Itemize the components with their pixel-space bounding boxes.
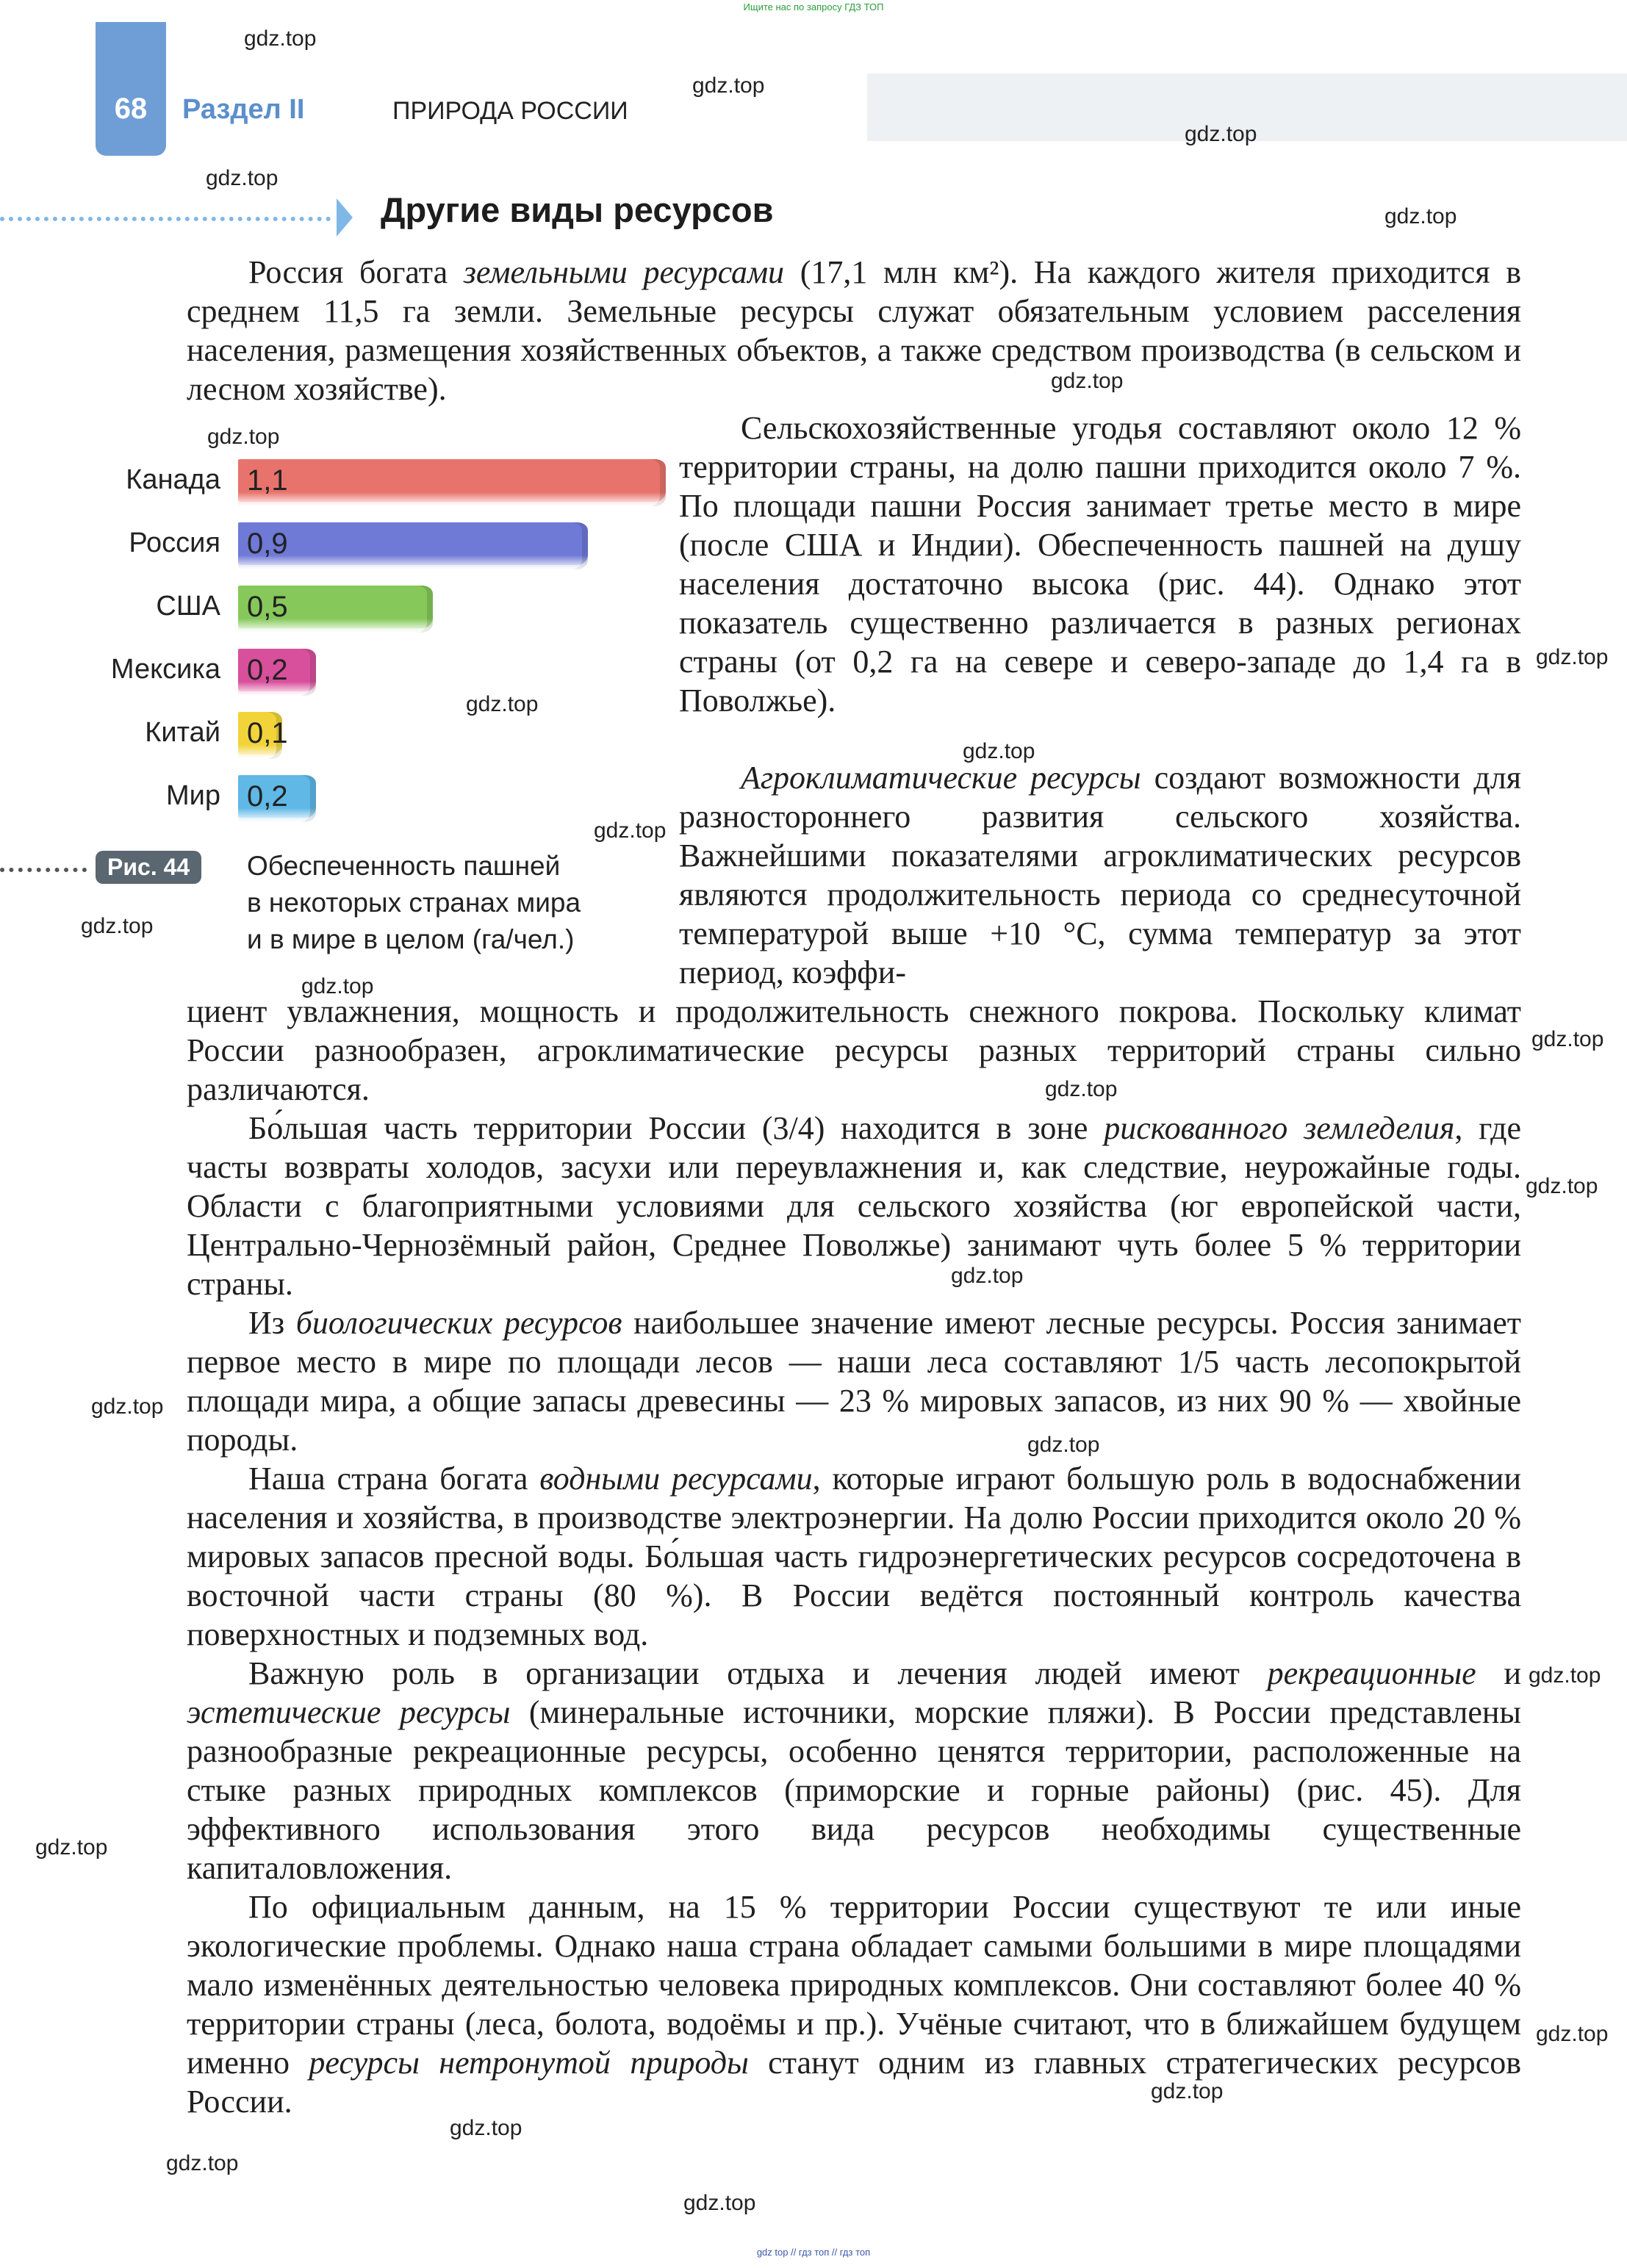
watermark: gdz.top — [683, 2191, 756, 2215]
bar-category-label: Мир — [165, 780, 220, 811]
watermark: gdz.top — [91, 1394, 164, 1419]
page-number-tab — [96, 22, 166, 156]
watermark: gdz.top — [166, 2151, 239, 2175]
bar-value-label: 0,5 — [247, 591, 288, 623]
bar-value-label: 1,1 — [247, 464, 288, 497]
arable-land-chart — [0, 441, 661, 867]
watermark: gdz.top — [1526, 1174, 1598, 1198]
watermark: gdz.top — [1536, 2022, 1609, 2046]
paragraph-agroclimatic-cont: циент увлажнения, мощность и продолжительность снежного покрова. Поскольку климат России разнообразен, агроклиматические ресурсы разных территорий страны сильно различаются. — [187, 993, 1521, 1107]
figure-label: Рис. 44 — [96, 851, 201, 884]
bar-value-label: 0,9 — [247, 528, 288, 560]
watermark: gdz.top — [1151, 2079, 1224, 2103]
figure-dotted-rule — [0, 868, 87, 872]
watermark: gdz.top — [207, 425, 280, 449]
watermark: gdz.top — [594, 818, 667, 843]
bar-row — [44, 710, 661, 763]
bar-row — [44, 457, 661, 510]
figure-caption: Обеспеченность пашней в некоторых странах мира и в мире в целом (га/чел.) — [247, 851, 581, 954]
paragraph-water-resources: Наша страна богата водными ресурсами, которые играют большую роль в водоснабжении населения и хозяйства, в производстве электроэнергии. На долю России приходится около 20 % мировых запасов пресной воды. Бо́льшая часть гидроэнергетических ресурсов сосредоточена в восточной части страны (80 %). В России ведётся постоянный контроль качества поверхностных и подземных вод. — [187, 1461, 1522, 1652]
bar-category-label: США — [156, 591, 220, 622]
watermark: gdz.top — [1027, 1433, 1100, 1457]
watermark: gdz.top — [692, 73, 765, 98]
watermark: gdz.top — [35, 1835, 108, 1860]
section-heading: Другие виды ресурсов — [381, 190, 774, 229]
paragraph-agricultural-land: Сельскохозяйственные угодья составляют около 12 % территории страны, на долю пашни приходится около 7 %. По площади пашни Россия занимает третье место в мире (после США и Индии). Обеспеченность пашней на душу населения достаточно высока (рис. 44). Однако этот показатель существенно различается в разных регионах страны (от 0,2 га на севере и северо-западе до 1,4 га в Поволжье). — [679, 410, 1521, 719]
watermark: gdz.top — [466, 692, 539, 716]
watermark: gdz.top — [951, 1264, 1024, 1288]
bar-value-label: 0,1 — [247, 717, 288, 749]
paragraph-agroclimatic: Агроклиматические ресурсы создают возможности для разностороннего развития сельского хозяйства. Важнейшими показателями агроклиматических ресурсов являются продолжительность периода со среднесуточной температурой выше +10 °С, сумма температур за этот период, коэффи- — [679, 760, 1521, 990]
footer: gdz top // гдз топ // гдз топ — [756, 2247, 871, 2258]
bar-row — [44, 773, 661, 826]
chapter-title: ПРИРОДА РОССИИ — [392, 97, 628, 125]
page-number: 68 — [114, 93, 148, 125]
bar-category-label: Мексика — [110, 654, 220, 685]
bar-category-label: Россия — [129, 528, 220, 558]
watermark: gdz.top — [450, 2116, 522, 2140]
bar-value-label: 0,2 — [247, 654, 288, 686]
watermark: gdz.top — [1536, 645, 1609, 669]
bar-row — [44, 583, 661, 636]
heading-dotted-rule — [0, 217, 331, 221]
watermark: gdz.top — [244, 26, 317, 51]
paragraph-untouched-nature: По официальным данным, на 15 % территории России существуют те или иные экологические проблемы. Однако наша страна обладает самыми большими в мире площадями мало изменённых деятельностью человека природных комплексов. Они составляют более 40 % территории страны (леса, болота, водоёмы и пр.). Учёные считают, что в ближайшем будущем именно ресурсы нетронутой природы станут одним из главных стратегических ресурсов России. — [187, 1889, 1521, 2120]
bar-row — [44, 647, 661, 699]
bar-category-label: Китай — [145, 717, 220, 748]
watermark: gdz.top — [81, 914, 154, 938]
watermark: gdz.top — [1384, 204, 1457, 228]
bar — [238, 520, 588, 569]
watermark: gdz.top — [206, 166, 279, 190]
heading-arrow-icon — [337, 198, 353, 237]
bar — [238, 457, 666, 506]
watermark: gdz.top — [1045, 1077, 1118, 1101]
watermark: gdz.top — [1529, 1663, 1601, 1688]
paragraph-land-resources: Россия богата земельными ресурсами (17,1 млн км²). На каждого жителя приходится в среднем 11,5 га земли. Земельные ресурсы служат обязательным условием расселения населения, размещения хозяйственных объектов, а также средством производства (в сельском и лесном хозяйстве). — [187, 254, 1521, 407]
watermark: gdz.top — [301, 974, 374, 998]
bar-value-label: 0,2 — [247, 780, 288, 813]
bar-category-label: Канада — [126, 464, 220, 495]
paragraph-recreational-resources: Важную роль в организации отдыха и лечения людей имеют рекреационные и эстетические ресурсы (минеральные источники, морские пляжи). В России представлены разнообразные рекреационные ресурсы, особенно ценятся территории, расположенные на стыке разных природных комплексов (приморские и горные районы) (рис. 45). Для эффективного использования этого вида ресурсов необходимы существенные капиталовложения. — [187, 1655, 1522, 1886]
watermark: gdz.top — [1185, 122, 1257, 146]
watermark: gdz.top — [963, 739, 1035, 763]
bar-row — [44, 520, 661, 573]
section-label: Раздел II — [182, 94, 305, 125]
paragraph-risky-farming: Бо́льшая часть территории России (3/4) находится в зоне рискованного земледелия, где часты возвраты холодов, засухи или переувлажнения и, как следствие, неурожайные годы. Области с благоприятными условиями для сельского хозяйства (юг европейской части, Центрально-Чернозёмный район, Среднее Поволжье) занимают чуть более 5 % территории страны. — [187, 1110, 1521, 1302]
paragraph-biological-resources: Из биологических ресурсов наибольшее значение имеют лесные ресурсы. Россия занимает первое место в мире по площади лесов — наши леса составляют 1/5 часть лесопокрытой площади мира, а общие запасы древесины — 23 % мировых запасов, из них 90 % — хвойные породы. — [187, 1305, 1522, 1458]
watermark: gdz.top — [1531, 1027, 1604, 1051]
watermark: gdz.top — [1051, 369, 1124, 393]
top-banner: Ищите нас по запросу ГДЗ ТОП — [743, 1, 884, 12]
